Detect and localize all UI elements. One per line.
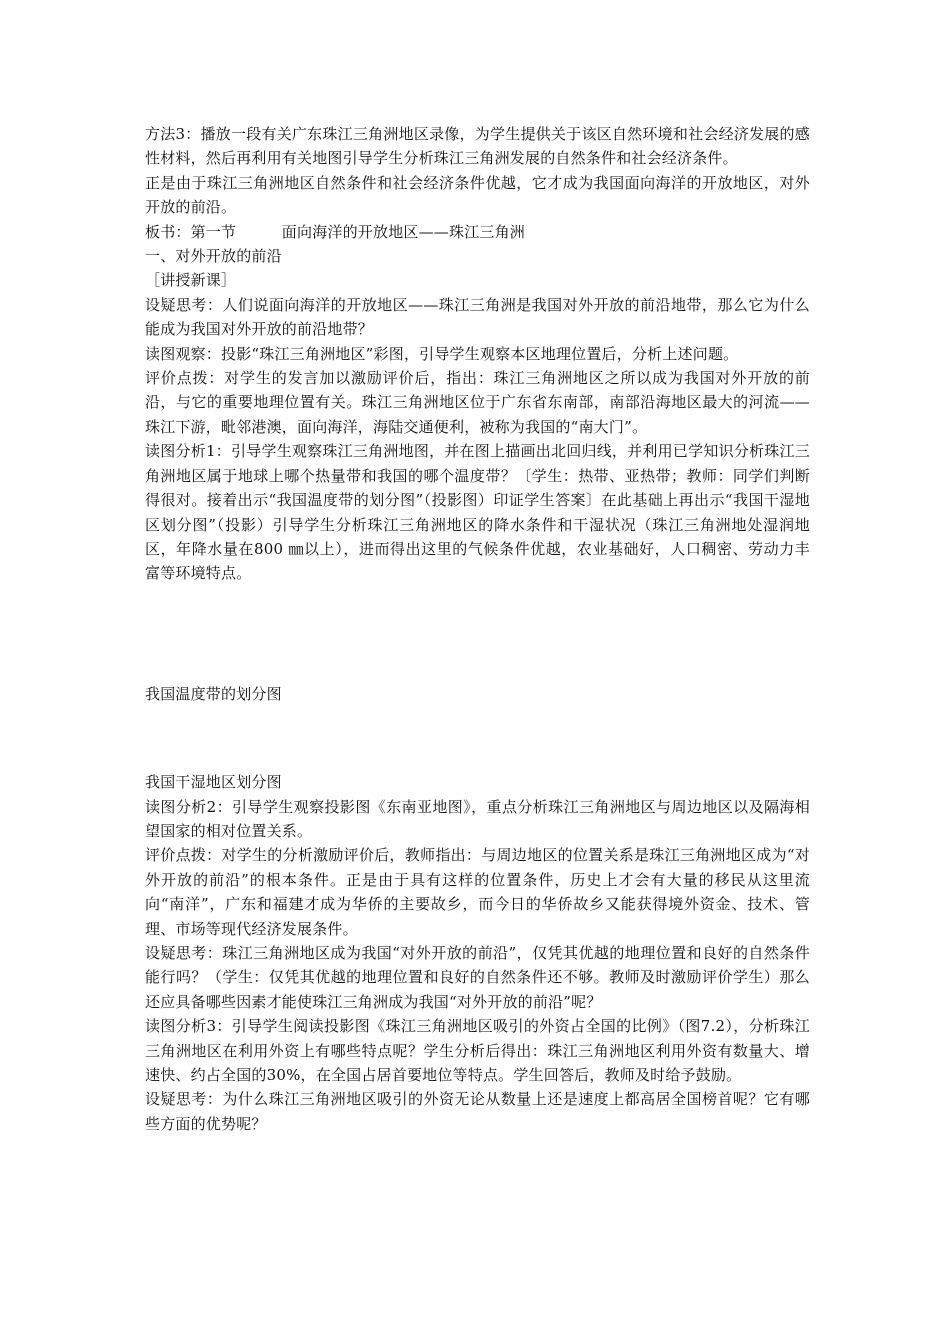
section-heading: 一、对外开放的前沿 (145, 247, 282, 266)
paragraph-conclusion: 正是由于珠江三角洲地区自然条件和社会经济条件优越，它才成为我国面向海洋的开放地区，对外开放的前沿。 (145, 173, 810, 217)
paragraph-map-analysis-3: 读图分析3：引导学生阅读投影图《珠江三角洲地区吸引的外资占全国的比例》（图7.2），分析珠江三角洲地区在利用外资上有哪些特点呢？学生分析后得出：珠江三角洲地区利用外资有数量大、增速快、约占全国的30%，在全国占居首要地位等特点。学生回答后，教师及时给予鼓励。 (145, 1017, 810, 1084)
paragraph-method-3: 方法3：播放一段有关广东珠江三角洲地区录像，为学生提供关于该区自然环境和社会经济发展的感性材料，然后再利用有关地图引导学生分析珠江三角洲发展的自然条件和社会经济条件。 (145, 125, 810, 168)
lecture-label: ［讲授新课］ (145, 271, 237, 290)
document-page (145, 122, 810, 1136)
spacer (145, 634, 810, 682)
paragraph-question-3: 设疑思考：为什么珠江三角洲地区吸引的外资无论从数量上还是速度上都高居全国榜首呢？它有哪些方面的优势呢？ (145, 1090, 810, 1133)
figure-caption-dry-wet-regions: 我国干湿地区划分图 (145, 773, 282, 792)
paragraph-map-analysis-2: 读图分析2：引导学生观察投影图《东南亚地图》，重点分析珠江三角洲地区与周边地区以及隔海相望国家的相对位置关系。 (145, 797, 810, 840)
paragraph-question-2: 设疑思考：珠江三角洲地区成为我国“对外开放的前沿”，仅凭其优越的地理位置和良好的自然条件能行吗？（学生：仅凭其优越的地理位置和良好的自然条件还不够。教师及时激励评价学生）那么还应具备哪些因素才能使珠江三角洲成为我国“对外开放的前沿”呢？ (145, 943, 810, 1011)
paragraph-evaluation-1: 评价点拨：对学生的发言加以激励评价后，指出：珠江三角洲地区之所以成为我国对外开放的前沿，与它的重要地理位置有关。珠江三角洲地区位于广东省东南部，南部沿海地区最大的河流——珠江下游，毗邻港澳，面向海洋，海陆交通便利，被称为我国的“南大门”。 (145, 369, 810, 436)
paragraph-map-analysis-1: 读图分析1：引导学生观察珠江三角洲地图，并在图上描画出北回归线，并利用已学知识分析珠江三角洲地区属于地球上哪个热量带和我国的哪个温度带？〔学生：热带、亚热带；教师：同学们判断得很对。接着出示“我国温度带的划分图”（投影图）印证学生答案〕在此基础上再出示“我国干湿地区划分图”（投影）引导学生分析珠江三角洲地区的降水条件和干湿状况（珠江三角洲地处湿润地区，年降水量在800 ㎜以上），进而得出这里的气候条件优越，农业基础好，人口稠密、劳动力丰富等环境特点。 (145, 442, 810, 583)
figure-caption-temperature-zones: 我国温度带的划分图 (145, 684, 282, 703)
paragraph-evaluation-2: 评价点拨：对学生的分析激励评价后，教师指出：与周边地区的位置关系是珠江三角洲地区成为“对外开放的前沿”的根本条件。正是由于具有这样的位置条件，历史上才会有大量的移民从这里流向“南洋”，广东和福建才成为华侨的主要故乡，而今日的华侨故乡又能获得境外资金、技术、管理、市场等现代经济发展条件。 (145, 846, 810, 938)
spacer (145, 586, 810, 634)
paragraph-question-1: 设疑思考：人们说面向海洋的开放地区——珠江三角洲是我国对外开放的前沿地带，那么它为什么能成为我国对外开放的前沿地带？ (145, 295, 810, 339)
paragraph-map-observation: 读图观察：投影“珠江三角洲地区”彩图，引导学生观察本区地理位置后，分析上述问题。 (145, 344, 739, 363)
board-heading: 板书：第一节 面向海洋的开放地区——珠江三角洲 (145, 222, 526, 241)
spacer (145, 706, 810, 770)
